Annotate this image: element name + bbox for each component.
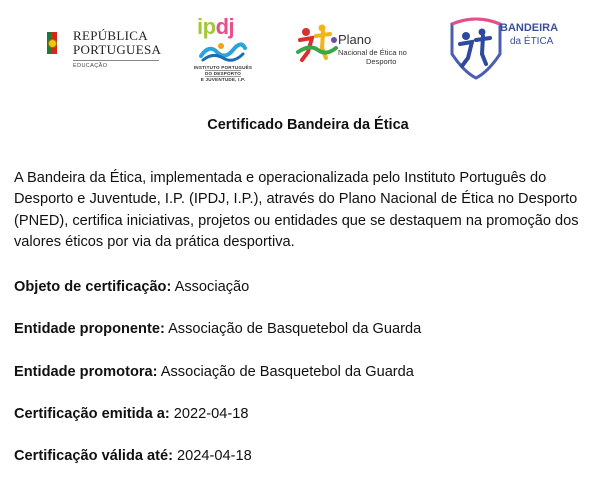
republica-portuguesa-logo: [47, 26, 167, 72]
field-label: Certificação válida até:: [14, 448, 173, 464]
pned-logo: [296, 22, 416, 72]
field-label: Entidade promotora:: [14, 364, 158, 380]
ipdj-wave-icon: [199, 42, 247, 62]
bandeira-etica-logo: [448, 14, 558, 84]
field-entidade-proponente: [14, 321, 606, 337]
field-value: Associação de Basquetebol da Guarda: [160, 364, 414, 380]
pned-logo-line1: Plano: [338, 32, 372, 47]
field-objeto-certificacao: [14, 279, 606, 295]
bandeira-logo-line1: BANDEIRA: [500, 22, 559, 34]
portugal-flag-icon: [47, 32, 57, 54]
republica-logo-line3: EDUCAÇÃO: [73, 63, 108, 69]
intro-paragraph: A Bandeira da Ética, implementada e operacionalizada pelo Instituto Português do Desporto e Juventude, I.P. (IPDJ, I.P.), através do Plano Nacional de Ética no Desporto (PNED), certifica iniciativas, projetos ou entidades que se destaquem na promoção dos valores éticos por via da prática desportiva.: [14, 170, 579, 250]
field-entidade-promotora: [14, 364, 606, 380]
field-label: Certificação emitida a:: [14, 406, 170, 422]
field-value: 2024-04-18: [177, 448, 252, 464]
ipdj-logo: [193, 14, 253, 86]
field-label: Objeto de certificação:: [14, 279, 172, 295]
field-value: 2022-04-18: [173, 406, 249, 422]
document-title: Certificado Bandeira da Ética: [207, 117, 409, 133]
republica-logo-line1: REPÚBLICA: [73, 28, 148, 43]
bandeira-logo-line2: da ÉTICA: [510, 36, 554, 47]
field-label: Entidade proponente:: [14, 321, 165, 337]
pned-figures-icon: [296, 22, 340, 64]
field-value: Associação de Basquetebol da Guarda: [168, 321, 422, 337]
field-certificacao-emitida: [14, 406, 606, 422]
ipdj-logo-line3: E JUVENTUDE, I.P.: [200, 77, 246, 82]
republica-logo-divider: [73, 60, 159, 61]
pned-logo-line2: Nacional de Ética no: [338, 48, 407, 57]
bandeira-shield-icon: [448, 14, 504, 80]
ipdj-logo-line1: INSTITUTO PORTUGUÊS: [193, 65, 253, 70]
ipdj-wordmark: ipdj: [197, 14, 235, 39]
republica-logo-line2: PORTUGUESA: [73, 42, 162, 57]
header-logos: [0, 0, 616, 100]
pned-logo-line3: Desporto: [366, 57, 397, 66]
field-certificacao-valida: [14, 448, 606, 464]
field-value: Associação: [174, 279, 250, 295]
ipdj-logo-line2: DO DESPORTO: [204, 71, 242, 76]
